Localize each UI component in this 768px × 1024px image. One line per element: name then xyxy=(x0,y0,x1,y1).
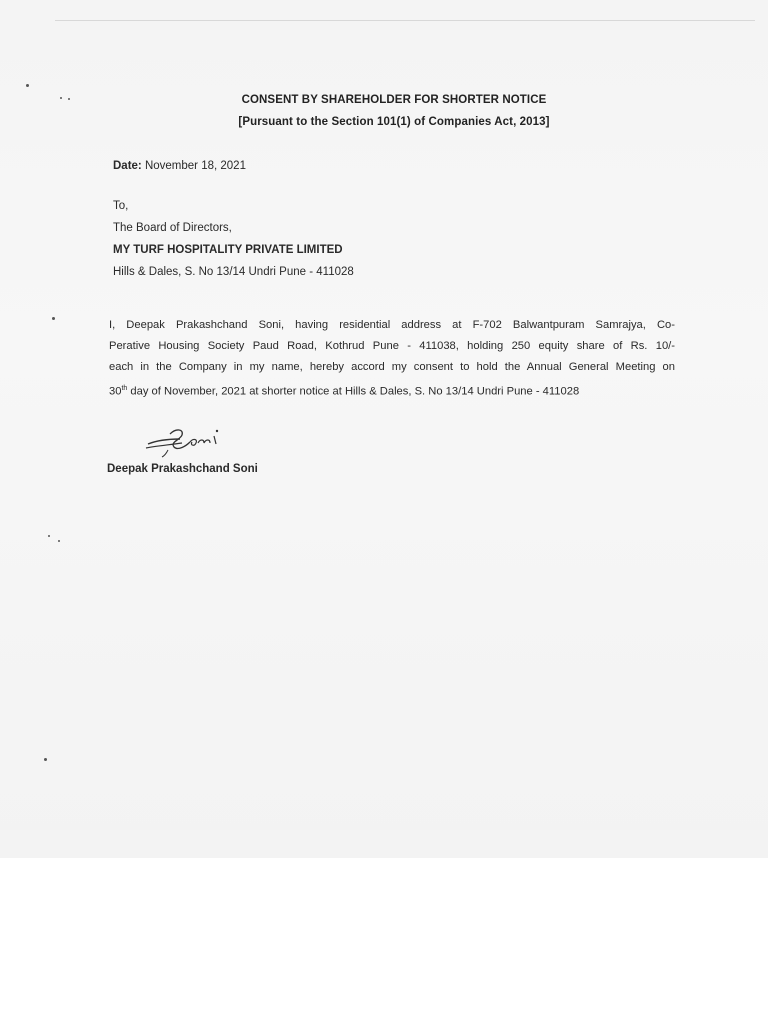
scan-speck xyxy=(44,758,47,761)
scan-speck xyxy=(48,535,50,537)
page-margin-bottom xyxy=(0,858,768,1024)
scan-speck xyxy=(60,97,62,99)
signer-name: Deepak Prakashchand Soni xyxy=(107,463,258,475)
company-address: Hills & Dales, S. No 13/14 Undri Pune - 411028 xyxy=(113,266,354,278)
document-subtitle: [Pursuant to the Section 101(1) of Companies Act, 2013] xyxy=(238,116,550,128)
paragraph-line: I, Deepak Prakashchand Soni, having residential address at F-702 Balwantpuram Samrajya, Co- xyxy=(109,319,675,331)
company-name: MY TURF HOSPITALITY PRIVATE LIMITED xyxy=(113,244,343,256)
meeting-day-suffix: th xyxy=(121,385,128,392)
scan-speck xyxy=(68,98,70,100)
scan-speck xyxy=(58,540,60,542)
scan-edge-line xyxy=(55,20,755,21)
consent-paragraph xyxy=(109,315,675,403)
addressee-board: The Board of Directors, xyxy=(113,222,232,234)
date-value: November 18, 2021 xyxy=(141,160,246,172)
scan-speck xyxy=(26,84,29,87)
meeting-day: 30 xyxy=(109,385,122,398)
date-line xyxy=(113,160,246,172)
handwritten-signature xyxy=(140,420,230,460)
document-title: CONSENT BY SHAREHOLDER FOR SHORTER NOTICE xyxy=(241,94,547,106)
scan-speck xyxy=(52,317,55,320)
date-label: Date: xyxy=(113,160,142,172)
meeting-details: day of November, 2021 at shorter notice at Hills & Dales, S. No 13/14 Undri Pune - 411028 xyxy=(127,385,580,398)
paragraph-line xyxy=(109,378,675,403)
paragraph-line: each in the Company in my name, hereby accord my consent to hold the Annual General Meeting on xyxy=(109,361,675,373)
signature-text: Soni xyxy=(140,420,143,421)
paragraph-line: Perative Housing Society Paud Road, Kothrud Pune - 411038, holding 250 equity share of Rs. 10/- xyxy=(109,340,675,352)
salutation-to: To, xyxy=(113,200,129,212)
